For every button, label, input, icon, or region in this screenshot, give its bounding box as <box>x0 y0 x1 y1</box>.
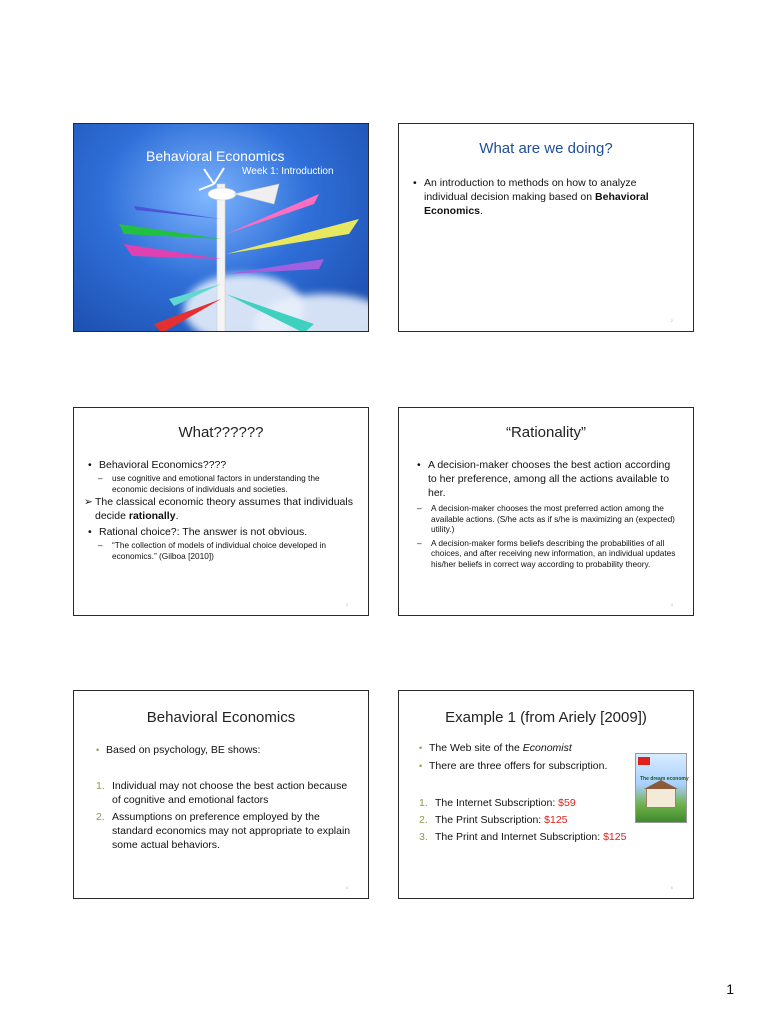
slide-page-number: 3 <box>345 602 348 607</box>
list-item <box>419 796 679 810</box>
handout-page-number: 1 <box>726 981 734 997</box>
bullet-text: The classical economic theory assumes that individuals decide <box>95 496 353 522</box>
list-text: The Internet Subscription: <box>435 797 559 809</box>
presentation-title: Behavioral Economics <box>146 148 285 164</box>
list-item <box>96 779 354 807</box>
list-number: 2. <box>419 814 428 826</box>
slide-3 <box>73 407 369 616</box>
list-item <box>419 830 679 844</box>
bullet-bold-text: Behavioral Economics <box>424 191 649 217</box>
arrow-bullet-icon: ➢ <box>84 496 93 508</box>
bullet-dot-icon: • <box>419 743 423 753</box>
bullet-text: An introduction to methods on how to analyze individual decision making based on <box>424 177 637 203</box>
list-number: 2. <box>96 811 105 823</box>
bullet-dot-icon: • <box>417 459 421 471</box>
bullet-item <box>88 458 356 472</box>
numbered-list <box>96 779 354 855</box>
price-label: $125 <box>603 831 627 843</box>
bullet-item <box>84 495 356 523</box>
bullet-dot-icon: • <box>413 177 417 189</box>
bullet-list <box>84 458 356 561</box>
slide-5 <box>73 690 369 899</box>
list-text: The Print Subscription: <box>435 814 545 826</box>
bullet-list <box>413 176 681 218</box>
price-label: $59 <box>558 797 576 809</box>
bullet-text: The Web site of the <box>429 742 520 754</box>
list-number: 3. <box>419 831 428 843</box>
slide-title: Behavioral Economics <box>146 709 296 726</box>
list-number: 1. <box>419 797 428 809</box>
bullet-italic-text: Economist <box>522 742 572 754</box>
bullet-item <box>413 176 681 218</box>
slide-2 <box>398 123 694 332</box>
bullet-item <box>96 743 354 757</box>
bullet-text: Behavioral Economics???? <box>99 459 227 471</box>
list-item <box>419 813 679 827</box>
bullet-text: Based on psychology, BE shows: <box>106 744 261 756</box>
sub-bullet-text: A decision-maker forms beliefs describing the probabilities of all choices, and after receiving new information, an individual updates his/her beliefs in correct way according to probability theory. <box>431 537 676 569</box>
sub-bullet-item <box>98 540 356 561</box>
list-text: The Print and Internet Subscription: <box>435 831 604 843</box>
dash-icon: – <box>98 540 103 550</box>
list-item <box>96 810 354 852</box>
bullet-text: Rational choice?: The answer is not obvious. <box>99 526 308 538</box>
bullet-list <box>96 743 354 757</box>
list-text: Assumptions on preference employed by the standard economics may not appropriate to explain some actual behaviors. <box>112 811 351 851</box>
bullet-item <box>88 525 356 539</box>
sub-bullet-text: “The collection of models of individual choice developed in economics.” (Gilboa [2010]) <box>112 540 327 561</box>
list-text: Individual may not choose the best action because of cognitive and emotional factors <box>112 780 348 806</box>
bullet-text: A decision-maker chooses the best action according to her preference, among all the actions available to her. <box>428 459 671 499</box>
bullet-item <box>419 759 633 773</box>
slide-page-number: 2 <box>670 318 673 323</box>
slide-page-number: 4 <box>670 602 673 607</box>
sub-bullet-item <box>417 538 679 570</box>
dash-icon: – <box>98 473 103 483</box>
bullet-list <box>419 741 633 773</box>
slide-6 <box>398 690 694 899</box>
bullet-bold-text: rationally <box>128 510 176 522</box>
slide-1-title <box>73 123 369 332</box>
bullet-end: . <box>480 205 483 217</box>
bullet-text: There are three offers for subscription. <box>429 760 608 772</box>
bullet-dot-icon: • <box>88 526 92 538</box>
bullet-list <box>417 458 679 569</box>
slide-page-number: 6 <box>670 885 673 890</box>
price-label: $125 <box>544 814 568 826</box>
slide-page-number: 5 <box>345 885 348 890</box>
bullet-dot-icon: • <box>88 459 92 471</box>
roof-icon <box>644 780 678 789</box>
sub-bullet-text: A decision-maker chooses the most preferred action among the available actions. (S/he acts as if s/he is maximizing an (expected) utility.) <box>431 503 675 534</box>
slide-title: “Rationality” <box>505 424 587 441</box>
economist-logo-icon <box>638 757 650 765</box>
bullet-dot-icon: • <box>419 761 423 771</box>
sub-bullet-item <box>98 473 356 494</box>
slide-title: What are we doing? <box>479 140 613 157</box>
list-number: 1. <box>96 780 105 792</box>
dash-icon: – <box>417 537 422 548</box>
bullet-dot-icon: • <box>96 745 100 755</box>
numbered-list <box>419 796 679 847</box>
cover-headline: The dream economy <box>640 776 689 782</box>
slide-title: What?????? <box>178 424 264 441</box>
slide-4 <box>398 407 694 616</box>
sub-bullet-text: use cognitive and emotional factors in understanding the economic decisions of individuals and societies. <box>112 473 320 494</box>
dash-icon: – <box>417 503 422 513</box>
bullet-end: . <box>175 510 179 522</box>
sub-bullet-item <box>417 503 679 535</box>
bullet-item <box>419 741 633 755</box>
presentation-subtitle: Week 1: Introduction <box>242 166 334 177</box>
bullet-item <box>417 458 679 500</box>
slide-title: Example 1 (from Ariely [2009]) <box>445 709 647 726</box>
